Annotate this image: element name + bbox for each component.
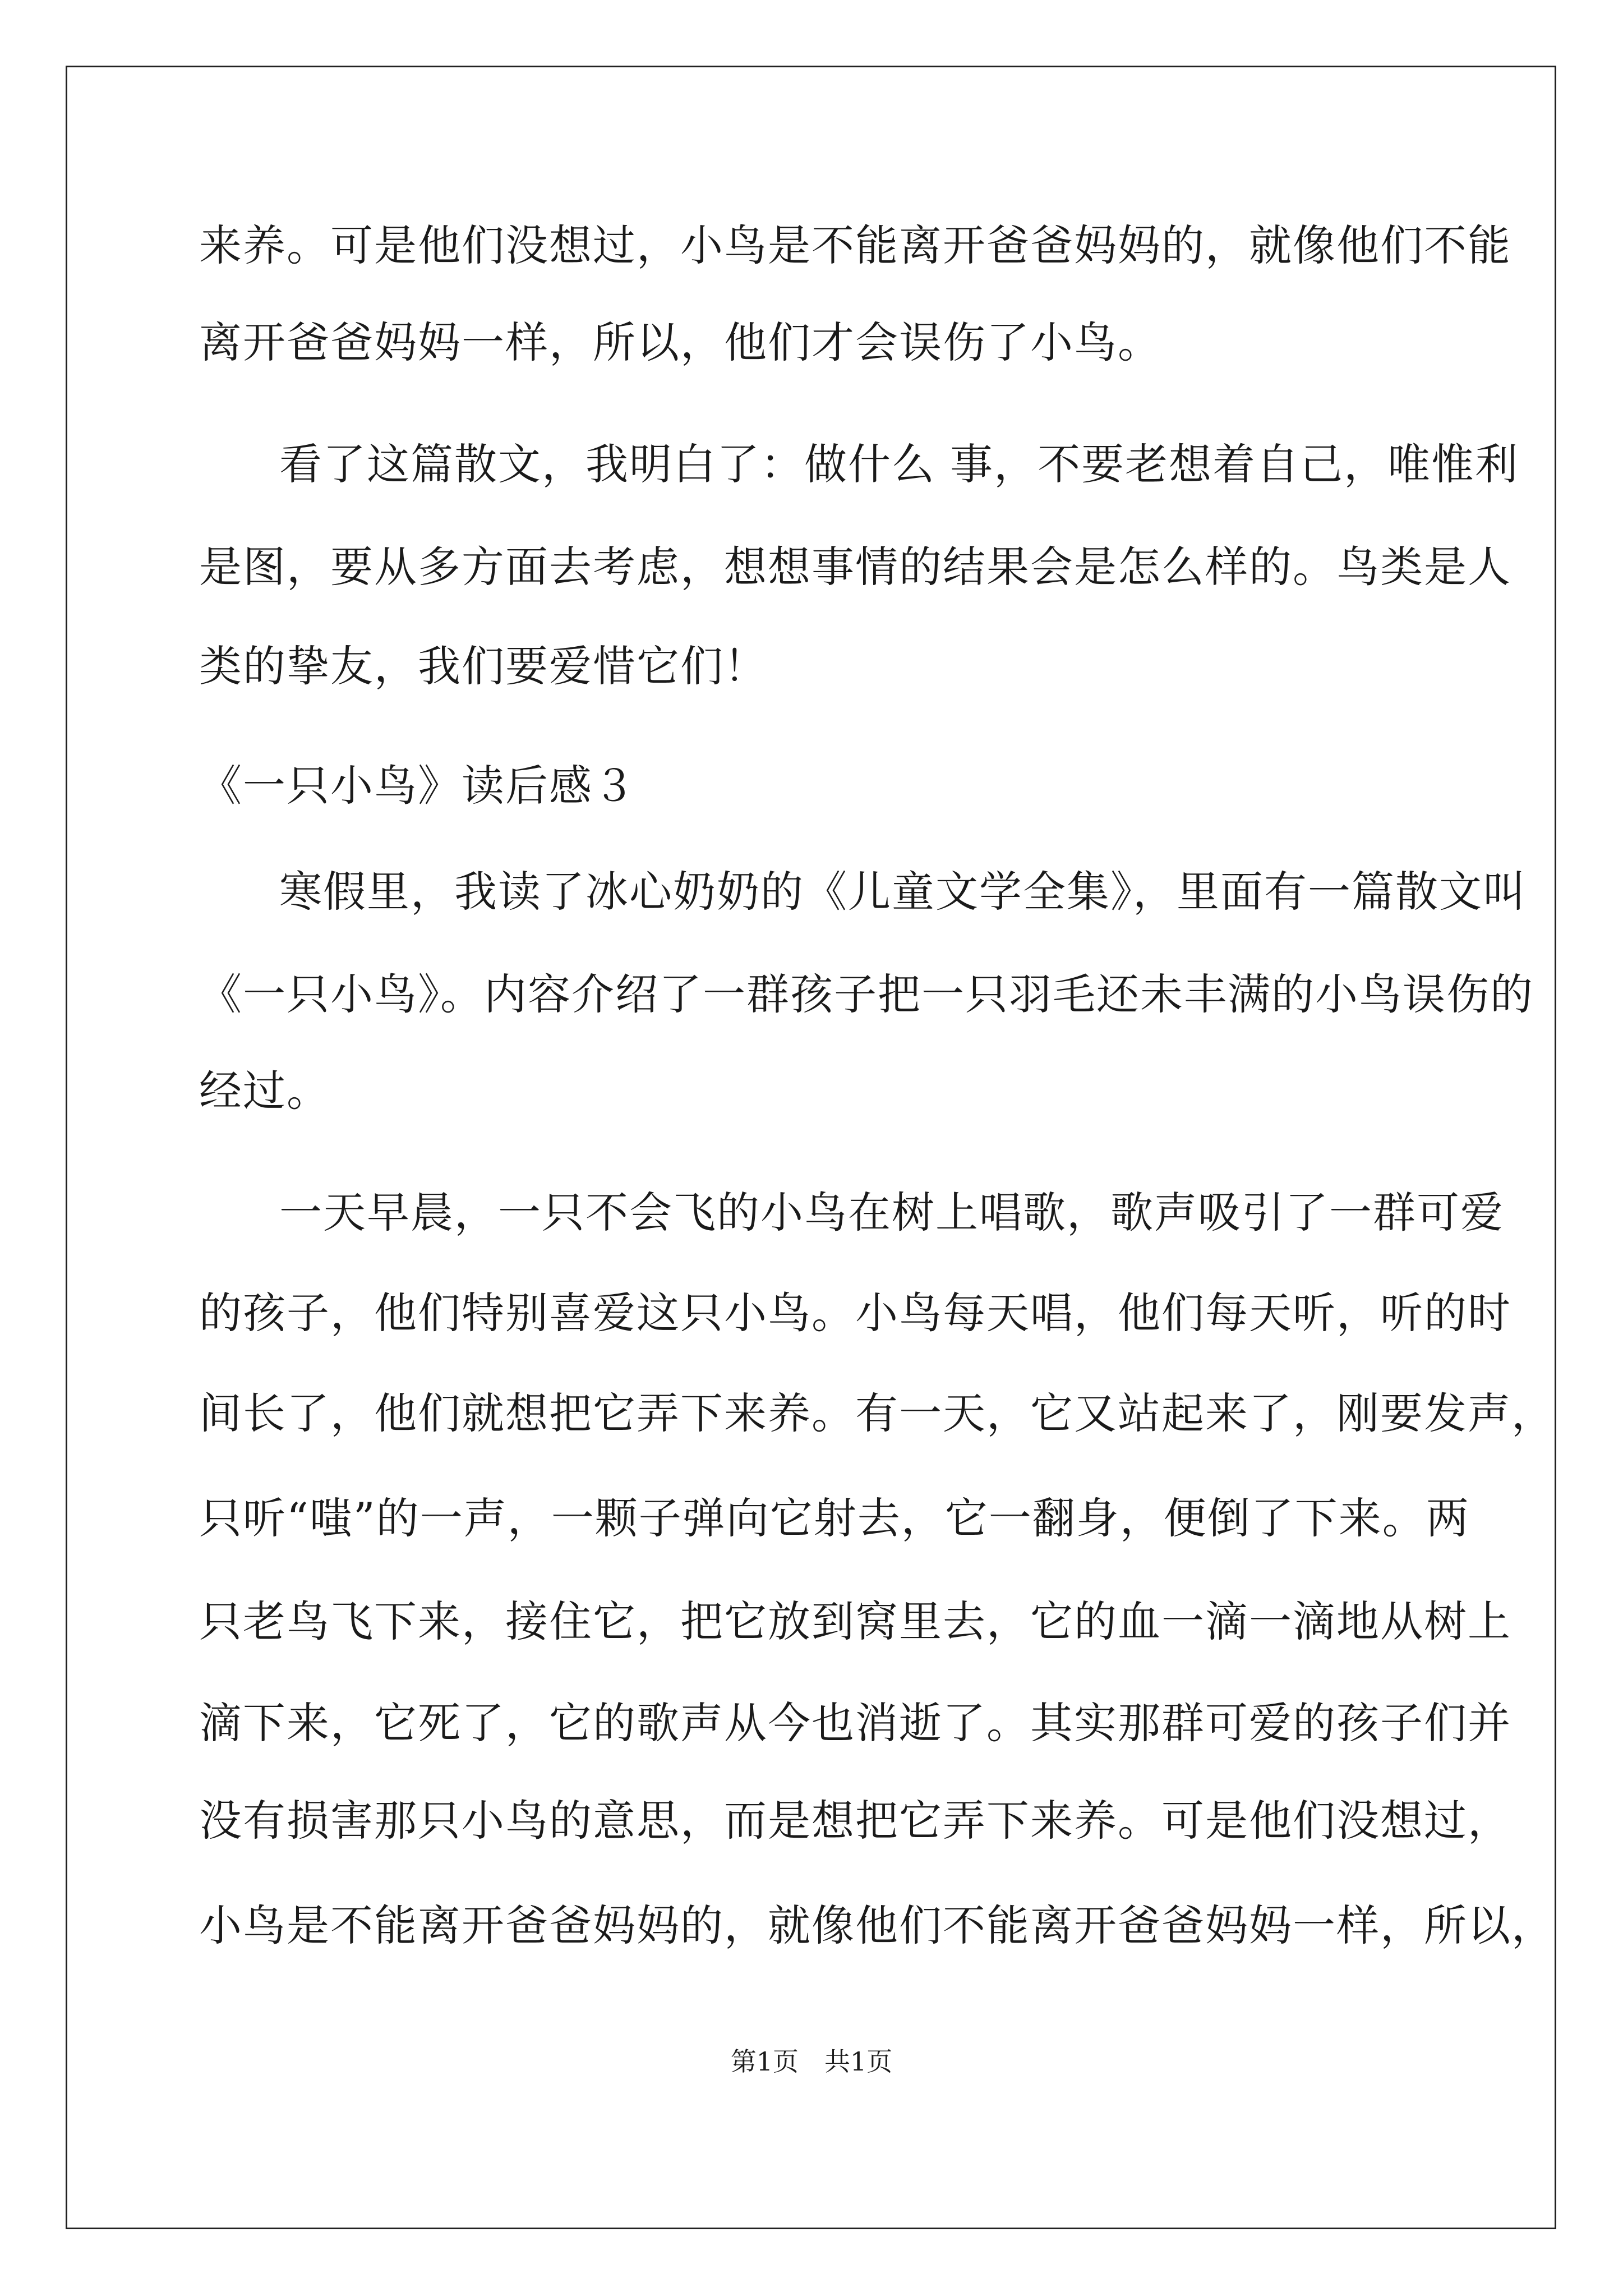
text-line: 只听“嗤”的一声，一颗子弹向它射去，它一翻身，便倒了下来。两 [199,1493,1470,1543]
text-line: 间长了，他们就想把它弄下来养。有一天，它又站起来了，刚要发声， [199,1388,1555,1438]
text-line: 《一只小鸟》。内容介绍了一群孩子把一只羽毛还未丰满的小鸟误伤的 [199,969,1534,1019]
text-line: 看了这篇散文，我明白了：做什么 事，不要老想着自己，唯惟利 [279,439,1519,489]
text-line: 来养。可是他们没想过，小鸟是不能离开爸爸妈妈的，就像他们不能 [199,220,1511,270]
text-line: 只老鸟飞下来，接住它，把它放到窝里去，它的血一滴一滴地从树上 [199,1596,1511,1646]
text-line: 滴下来，它死了，它的歌声从今也消逝了。其实那群可爱的孩子们并 [199,1698,1511,1748]
text-line: 是图，要从多方面去考虑，想想事情的结果会是怎么样的。鸟类是人 [199,542,1511,592]
text-line: 寒假里，我读了冰心奶奶的《儿童文学全集》，里面有一篇散文叫 [279,867,1527,917]
page-footer: 第1页 共1页 [730,2046,893,2077]
text-line: 没有损害那只小鸟的意思，而是想把它弄下来养。可是他们没想过， [199,1796,1511,1846]
section-heading: 《一只小鸟》读后感３ [199,761,637,811]
text-line: 经过。 [199,1066,330,1116]
text-line: 类的挚友，我们要爱惜它们！ [199,641,768,691]
text-line: 离开爸爸妈妈一样，所以，他们才会误伤了小鸟。 [199,318,1161,367]
text-line: 小鸟是不能离开爸爸妈妈的，就像他们不能离开爸爸妈妈一样，所以， [199,1901,1555,1950]
text-line: 一天早晨，一只不会飞的小鸟在树上唱歌，歌声吸引了一群可爱 [279,1188,1504,1237]
text-line: 的孩子，他们特别喜爱这只小鸟。小鸟每天唱，他们每天听，听的时 [199,1288,1511,1338]
